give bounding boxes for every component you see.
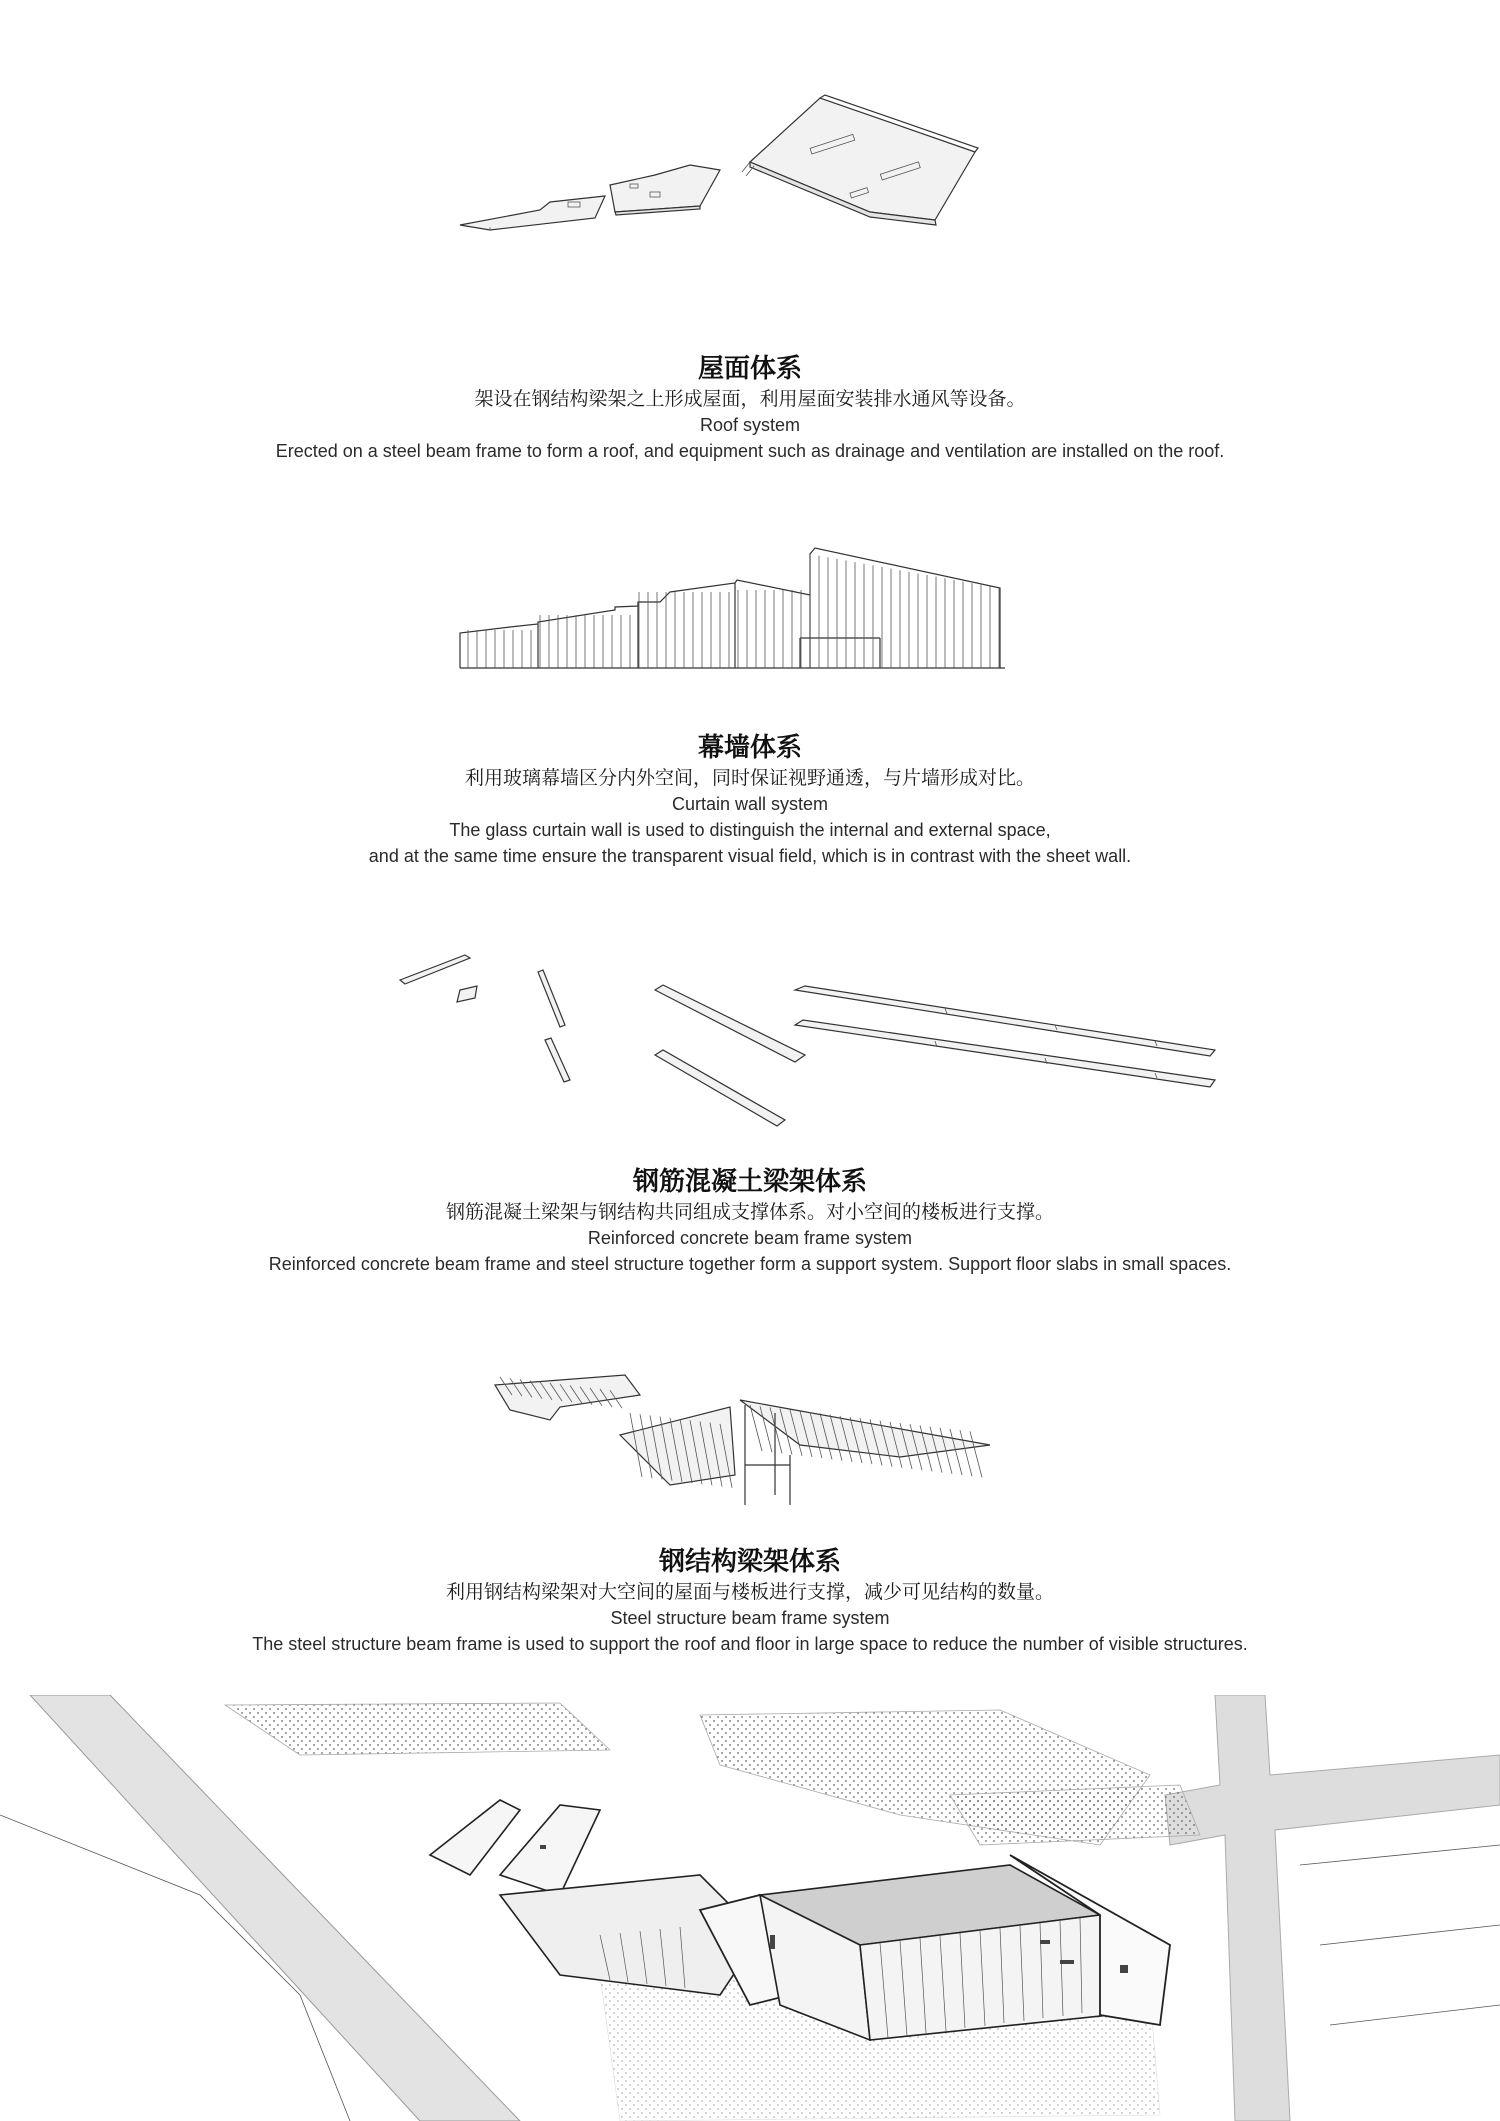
section-description-en: Reinforced concrete beam frame and steel structure together form a support system. Support floor slabs in small spaces. [268, 1254, 1232, 1274]
rafter-line [950, 1429, 962, 1475]
rafter-line [960, 1430, 972, 1476]
section-description-zh: 架设在钢结构梁架之上形成屋面，利用屋面安装排水通风等设备。 [474, 388, 1026, 410]
section-description-en: The steel structure beam frame is used to support the roof and floor in large space to reduce the number of visible structures. [252, 1634, 1248, 1654]
section-description-en: and at the same time ensure the transparent visual field, which is in contrast with the sheet wall. [368, 846, 1132, 866]
section-title-en: Reinforced concrete beam frame system [587, 1228, 913, 1248]
rafter-line [970, 1431, 982, 1477]
section-title-zh: 钢筋混凝土梁架体系 [632, 1167, 867, 1197]
section-description-zh: 利用玻璃幕墙区分内外空间，同时保证视野通透，与片墙形成对比。 [464, 767, 1035, 789]
section-title-zh: 幕墙体系 [697, 733, 802, 763]
aerial-site-drawing [0, 1695, 1500, 2121]
section-description-en: The glass curtain wall is used to distinguish the internal and external space, [449, 820, 1051, 840]
section-description-en: Erected on a steel beam frame to form a roof, and equipment such as drainage and ventilation are installed on the roof. [275, 441, 1225, 461]
section-description-zh: 利用钢结构梁架对大空间的屋面与楼板进行支撑，减少可见结构的数量。 [445, 1581, 1054, 1603]
section-title-en: Curtain wall system [671, 794, 829, 814]
section-title-en: Steel structure beam frame system [610, 1608, 890, 1628]
section-description-zh: 钢筋混凝土梁架与钢结构共同组成支撑体系。对小空间的楼板进行支撑。 [445, 1201, 1054, 1223]
curtain-wall-drawing [420, 540, 1020, 680]
section-title-en: Roof system [699, 415, 801, 435]
section-title-zh: 屋面体系 [697, 354, 802, 384]
roof-system-drawing [450, 80, 1050, 260]
roof-system-caption [0, 352, 1500, 464]
steel-frame-drawing [490, 1365, 1010, 1515]
curtain-wall-caption [0, 731, 1500, 869]
steel-frame-caption [0, 1545, 1500, 1657]
concrete-frame-caption [0, 1165, 1500, 1277]
concrete-frame-drawing [395, 950, 1235, 1140]
section-title-zh: 钢结构梁架体系 [658, 1547, 841, 1577]
